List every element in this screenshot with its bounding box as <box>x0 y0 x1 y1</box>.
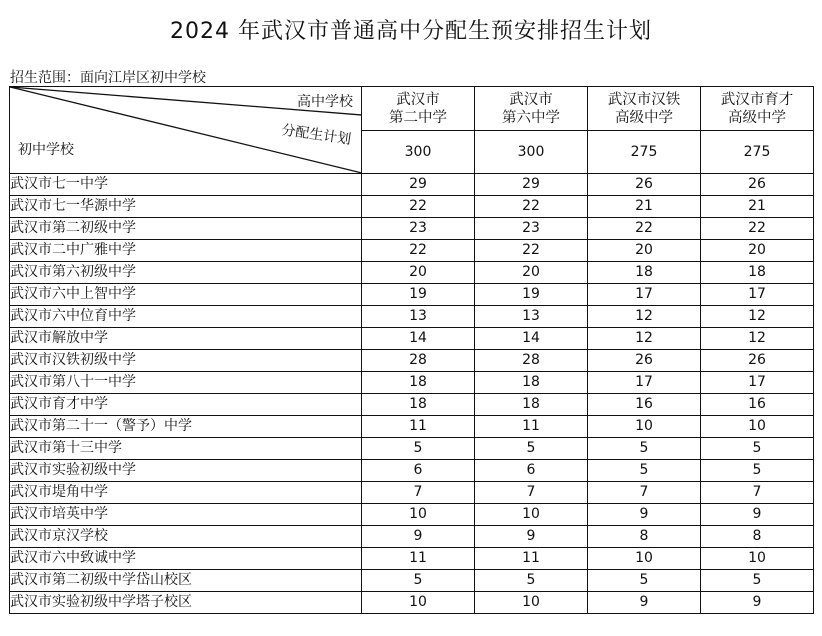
allocation-count: 9 <box>588 504 701 526</box>
junior-school-name: 武汉市七一中学 <box>10 174 362 196</box>
allocation-count: 23 <box>475 218 588 240</box>
allocation-count: 20 <box>475 262 588 284</box>
high-school-name: 武汉市育才 高级中学 <box>701 87 814 131</box>
table-row <box>10 438 814 460</box>
allocation-count: 9 <box>362 526 475 548</box>
table-row <box>10 306 814 328</box>
table-row <box>10 372 814 394</box>
junior-school-name: 武汉市京汉学校 <box>10 526 362 548</box>
allocation-count: 19 <box>362 284 475 306</box>
table-row <box>10 394 814 416</box>
allocation-count: 5 <box>362 438 475 460</box>
allocation-count: 17 <box>588 284 701 306</box>
corner-header <box>10 87 362 174</box>
allocation-count: 28 <box>362 350 475 372</box>
allocation-count: 17 <box>588 372 701 394</box>
high-school-total: 275 <box>701 131 814 174</box>
junior-school-name: 武汉市实验初级中学塔子校区 <box>10 592 362 614</box>
allocation-count: 7 <box>475 482 588 504</box>
high-school-total: 300 <box>362 131 475 174</box>
allocation-count: 9 <box>701 504 814 526</box>
allocation-count: 22 <box>588 218 701 240</box>
header-row <box>10 87 814 131</box>
allocation-count: 13 <box>362 306 475 328</box>
high-school-name: 武汉市 第六中学 <box>475 87 588 131</box>
table-row <box>10 548 814 570</box>
allocation-count: 18 <box>475 394 588 416</box>
allocation-count: 12 <box>588 328 701 350</box>
allocation-count: 21 <box>588 196 701 218</box>
junior-school-name: 武汉市六中致诚中学 <box>10 548 362 570</box>
allocation-count: 9 <box>701 592 814 614</box>
junior-school-name: 武汉市二中广雅中学 <box>10 240 362 262</box>
allocation-count: 20 <box>701 240 814 262</box>
allocation-count: 12 <box>588 306 701 328</box>
allocation-count: 5 <box>475 438 588 460</box>
allocation-count: 22 <box>362 196 475 218</box>
table-row <box>10 240 814 262</box>
allocation-count: 14 <box>475 328 588 350</box>
allocation-count: 5 <box>588 460 701 482</box>
allocation-count: 5 <box>701 570 814 592</box>
allocation-count: 12 <box>701 328 814 350</box>
allocation-count: 19 <box>475 284 588 306</box>
table-row <box>10 416 814 438</box>
allocation-count: 26 <box>701 350 814 372</box>
table-row <box>10 504 814 526</box>
allocation-count: 6 <box>475 460 588 482</box>
allocation-count: 26 <box>588 174 701 196</box>
allocation-count: 22 <box>701 218 814 240</box>
plan-axis-label: 分配生计划 <box>280 122 352 148</box>
table-row <box>10 262 814 284</box>
allocation-count: 5 <box>701 460 814 482</box>
junior-school-name: 武汉市六中上智中学 <box>10 284 362 306</box>
allocation-count: 18 <box>701 262 814 284</box>
allocation-count: 11 <box>475 416 588 438</box>
allocation-count: 11 <box>475 548 588 570</box>
table-row <box>10 570 814 592</box>
junior-school-name: 武汉市七一华源中学 <box>10 196 362 218</box>
junior-school-name: 武汉市培英中学 <box>10 504 362 526</box>
high-school-total: 300 <box>475 131 588 174</box>
allocation-count: 18 <box>362 372 475 394</box>
allocation-count: 7 <box>362 482 475 504</box>
allocation-count: 16 <box>701 394 814 416</box>
junior-school-name: 武汉市第二初级中学 <box>10 218 362 240</box>
junior-school-name: 武汉市实验初级中学 <box>10 460 362 482</box>
junior-school-name: 武汉市堤角中学 <box>10 482 362 504</box>
table-row <box>10 218 814 240</box>
junior-school-name: 武汉市育才中学 <box>10 394 362 416</box>
allocation-count: 8 <box>588 526 701 548</box>
table-row <box>10 174 814 196</box>
allocation-count: 5 <box>588 438 701 460</box>
allocation-count: 22 <box>475 196 588 218</box>
allocation-count: 9 <box>475 526 588 548</box>
allocation-count: 8 <box>701 526 814 548</box>
table-row <box>10 284 814 306</box>
allocation-count: 10 <box>475 592 588 614</box>
allocation-count: 17 <box>701 284 814 306</box>
junior-school-name: 武汉市解放中学 <box>10 328 362 350</box>
allocation-count: 26 <box>701 174 814 196</box>
table-row <box>10 592 814 614</box>
enrollment-scope: 招生范围：面向江岸区初中学校 <box>10 70 206 86</box>
allocation-count: 17 <box>701 372 814 394</box>
allocation-count: 6 <box>362 460 475 482</box>
allocation-count: 5 <box>588 570 701 592</box>
allocation-count: 26 <box>588 350 701 372</box>
allocation-count: 29 <box>362 174 475 196</box>
allocation-count: 18 <box>475 372 588 394</box>
table-row <box>10 350 814 372</box>
allocation-count: 13 <box>475 306 588 328</box>
allocation-count: 11 <box>362 416 475 438</box>
allocation-count: 11 <box>362 548 475 570</box>
allocation-count: 18 <box>362 394 475 416</box>
allocation-count: 23 <box>362 218 475 240</box>
high-school-axis-label: 高中学校 <box>297 94 353 110</box>
table-row <box>10 482 814 504</box>
allocation-count: 10 <box>362 504 475 526</box>
allocation-count: 22 <box>475 240 588 262</box>
allocation-count: 18 <box>588 262 701 284</box>
junior-school-name: 武汉市第二十一（警予）中学 <box>10 416 362 438</box>
allocation-plan-table <box>9 86 814 614</box>
allocation-count: 10 <box>475 504 588 526</box>
junior-school-name: 武汉市汉铁初级中学 <box>10 350 362 372</box>
junior-school-axis-label: 初中学校 <box>18 142 74 158</box>
high-school-total: 275 <box>588 131 701 174</box>
allocation-count: 5 <box>701 438 814 460</box>
allocation-count: 7 <box>701 482 814 504</box>
allocation-count: 14 <box>362 328 475 350</box>
allocation-count: 29 <box>475 174 588 196</box>
table-body <box>10 174 814 614</box>
allocation-count: 20 <box>362 262 475 284</box>
allocation-count: 22 <box>362 240 475 262</box>
diagonal-header <box>10 87 361 173</box>
table-row <box>10 526 814 548</box>
allocation-count: 5 <box>362 570 475 592</box>
junior-school-name: 武汉市六中位育中学 <box>10 306 362 328</box>
high-school-name: 武汉市汉铁 高级中学 <box>588 87 701 131</box>
allocation-count: 9 <box>588 592 701 614</box>
allocation-count: 5 <box>475 570 588 592</box>
table-row <box>10 460 814 482</box>
allocation-count: 16 <box>588 394 701 416</box>
page-title: 2024 年武汉市普通高中分配生预安排招生计划 <box>170 19 652 44</box>
allocation-count: 20 <box>588 240 701 262</box>
allocation-count: 10 <box>701 548 814 570</box>
allocation-count: 10 <box>588 416 701 438</box>
allocation-count: 12 <box>701 306 814 328</box>
junior-school-name: 武汉市第十三中学 <box>10 438 362 460</box>
allocation-count: 28 <box>475 350 588 372</box>
allocation-count: 7 <box>588 482 701 504</box>
table-row <box>10 196 814 218</box>
allocation-count: 21 <box>701 196 814 218</box>
table-row <box>10 328 814 350</box>
junior-school-name: 武汉市第六初级中学 <box>10 262 362 284</box>
junior-school-name: 武汉市第八十一中学 <box>10 372 362 394</box>
allocation-count: 10 <box>362 592 475 614</box>
allocation-count: 10 <box>701 416 814 438</box>
junior-school-name: 武汉市第二初级中学岱山校区 <box>10 570 362 592</box>
high-school-name: 武汉市 第二中学 <box>362 87 475 131</box>
allocation-count: 10 <box>588 548 701 570</box>
